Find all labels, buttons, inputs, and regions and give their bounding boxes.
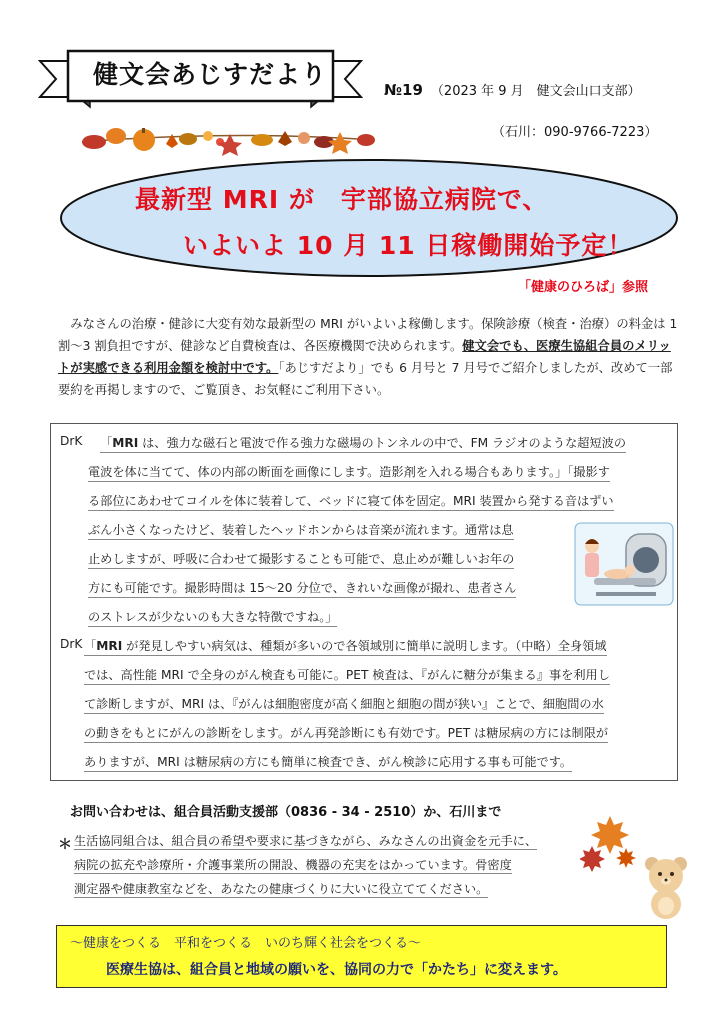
- drk1-label: DrK: [60, 434, 83, 448]
- slogan-line-2: 医療生協は、組合員と地域の願いを、協同の力で「かたち」に変えます。: [106, 962, 567, 978]
- drk1-line-7: のストレスが少ないのも大きな特徴ですね。」: [88, 608, 337, 627]
- intro-text-a: みなさんの治療・健診に大変有効な最新型の MRI がいよいよ稼働します。保険診療（検査・治療）の料金は 1 割～3 割負担ですが、健診など自費検査は、各医療機関で決められます。: [58, 317, 678, 353]
- contact-phone: （石川：090-9766-7223）: [492, 125, 658, 140]
- maple-leaves-icon: [580, 812, 640, 872]
- coop-asterisk: ＊: [58, 837, 72, 853]
- intro-paragraph: [58, 313, 678, 401]
- intro-text-emphasis: 健文会でも、医療生協組合員のメリットが実感できる利用金額を検討中です。: [58, 339, 671, 375]
- drk2-line-1-text: が発見しやすい病気は、種類が多いので各領域別に簡単に説明します。（中略）全身領域: [122, 639, 607, 653]
- drk2-line-5: ありますが、MRI は糖尿病の方にも簡単に検査でき、がん検診に応用する事も可能です。: [84, 753, 572, 772]
- drk1-line-4: ぶん小さくなったけど、装着したヘッドホンからは音楽が流れます。通常は息: [88, 521, 514, 540]
- drk2-line-2: では、高性能 MRI で全身のがん検査も可能に。PET 検査は、『がんに糖分が集まる』事を利用し: [84, 666, 610, 685]
- reference-note: 「健康のひろば」参照: [518, 280, 649, 295]
- headline-line-2: いよいよ 10 月 11 日稼働開始予定！: [183, 231, 634, 260]
- coop-line-3: 測定器や健康教室などを、あなたの健康づくりに大いに役立ててください。: [74, 882, 489, 896]
- drk1-line-2: 電波を体に当てて、体の内部の断面を画像にします。造影剤を入れる場合もあります。」「撮影す: [88, 463, 610, 482]
- coop-line-1: 生活協同組合は、組合員の希望や要求に基づきながら、みなさんの出資金を元手に、: [74, 834, 538, 848]
- drk2-mri-bold: MRI: [96, 639, 123, 653]
- drk1-line-1: [100, 434, 626, 453]
- issue-meta: （2023 年 9 月 健文会山口支部）: [430, 84, 641, 99]
- headline-line-1: 最新型 MRI が 宇部協立病院で、: [135, 185, 549, 214]
- intro-text-c: 「あじすだより」でも 6 月号と 7 月号でご紹介しましたが、改めて一部要約を再掲しますので、ご覧頂き、お気軽にご利用下さい。: [58, 361, 673, 397]
- inquiry-contact: お問い合わせは、組合員活動支援部（0836 - 34 - 2510）か、石川まで: [70, 805, 502, 820]
- issue-info: [384, 80, 641, 99]
- coop-line-2: 病院の拡充や診療所・介護事業所の開設、機器の充実をはかっています。骨密度: [74, 858, 512, 872]
- bear-mascot-icon: [636, 852, 696, 922]
- drk2-line-3: て診断しますが、MRI は、『がんは細胞密度が高く細胞と細胞の間が狭い』ことで、細胞間の水: [84, 695, 604, 714]
- drk1-line-6: 方にも可能です。撮影時間は 15～20 分位で、きれいな画像が撮れ、患者さん: [88, 579, 516, 598]
- drk2-line-1: [84, 637, 607, 656]
- issue-number: №19: [384, 81, 423, 99]
- drk1-line-5: 止めしますが、呼吸に合わせて撮影することも可能で、息止めが難しいお年の: [88, 550, 514, 569]
- drk2-open-quote: 「: [84, 639, 97, 653]
- autumn-leaf-garland-icon: [78, 120, 378, 156]
- drk1-line-1-text: は、強力な磁石と電波で作る強力な磁場のトンネルの中で、FM ラジオのような超短波の: [138, 436, 627, 450]
- drk2-label: DrK: [60, 637, 83, 651]
- slogan-line-1: ～健康をつくる 平和をつくる いのち輝く社会をつくる～: [70, 936, 422, 951]
- newsletter-title: 健文会あじすだより: [92, 60, 327, 89]
- drk2-line-4: の動きをもとにがんの診断をします。がん再発診断にも有効です。PET は糖尿病の方には制限が: [84, 724, 608, 743]
- drk1-line-3: る部位にあわせてコイルを体に装着して、ベッドに寝て体を固定。MRI 装置から発する音はずい: [88, 492, 614, 511]
- drk1-open-quote: 「: [100, 436, 113, 450]
- mri-illustration-icon: [574, 522, 674, 606]
- drk1-mri-bold: MRI: [112, 436, 139, 450]
